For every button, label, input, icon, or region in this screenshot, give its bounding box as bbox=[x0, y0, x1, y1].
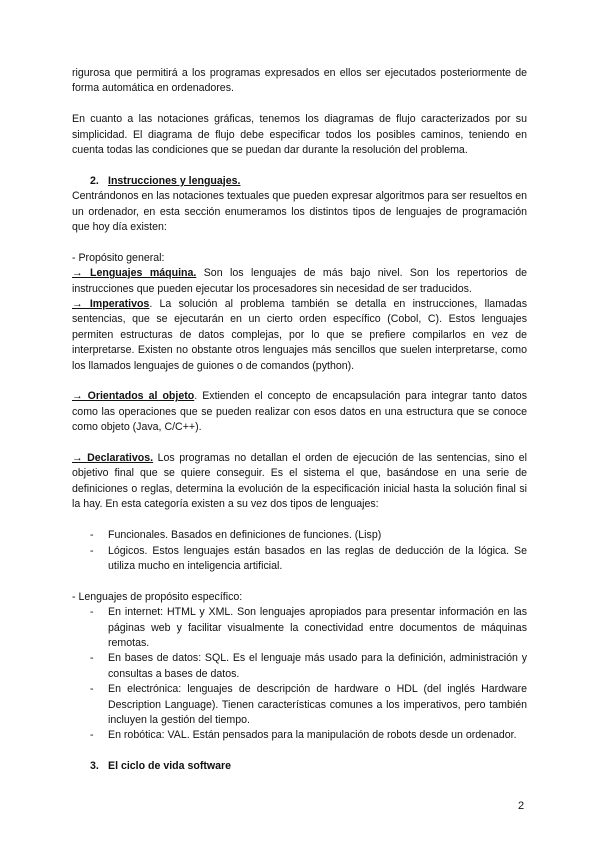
label-proposito-general: - Propósito general: bbox=[72, 251, 165, 264]
list-item-text: Lógicos. Estos lenguajes están basados en las reglas de deducción de la lógica. Se utiliza mucho en inteligencia artificial. bbox=[108, 544, 527, 572]
page-number: 2 bbox=[518, 800, 525, 812]
list-item-text: En electrónica: lenguajes de descripción de hardware o HDL (del inglés Hardware Description Language). Tienen características comunes a los imperativos, pero también incluyen la gestión del tiempo. bbox=[108, 683, 527, 726]
lead-declarativos: → Declarativos. bbox=[72, 452, 154, 465]
lead-imperativos: → Imperativos bbox=[72, 298, 150, 311]
section-heading-2 bbox=[90, 174, 527, 189]
text-lenguajes-maquina: Son los lenguajes de más bajo nivel. Son los repertorios de instrucciones que pueden ejecutar los procesadores sin necesidad de ser traducidos. bbox=[72, 267, 527, 295]
list-especifico bbox=[72, 605, 527, 744]
section-heading-3 bbox=[90, 759, 527, 774]
paragraph-notaciones-graficas: En cuanto a las notaciones gráficas, tenemos los diagramas de flujo caracterizados por su simplicidad. El diagrama de flujo debe especificar todos los posibles caminos, teniendo en cuenta todas las condiciones que se puedan dar durante la resolución del problema. bbox=[72, 113, 527, 157]
list-dash: - bbox=[90, 652, 94, 665]
text-orientados-objeto: . Extienden el concepto de encapsulación para integrar tanto datos como las operaciones que se pueden realizar con esos datos en una estructura que se conoce como objeto (Java, C/C++). bbox=[72, 390, 527, 434]
list-item-text: En internet: HTML y XML. Son lenguajes apropiados para presentar información en las páginas web y facilitar visualmente la conectividad entre documentos de máquinas remotas. bbox=[108, 606, 527, 649]
section-title: El ciclo de vida software bbox=[108, 760, 232, 773]
section-number: 2. bbox=[90, 174, 99, 187]
list-item bbox=[72, 651, 527, 682]
text-imperativos: . La solución al problema también se detalla en instrucciones, llamadas sentencias, que se ejecutarán en un cierto orden específico (Cobol, C). Estos lenguajes permiten estructuras de datos complejas, por lo que se prefiere compilarlos en vez de interpretarse. Existen no obstante otros lenguajes más sencillos que suelen interpretarse, como los llamados lenguajes de guiones o de comandos (python). bbox=[72, 298, 527, 372]
list-item bbox=[72, 682, 527, 728]
list-item bbox=[72, 605, 527, 651]
list-item-text: En bases de datos: SQL. Es el lenguaje más usado para la definición, administración y consultas a bases de datos. bbox=[108, 652, 527, 680]
paragraph-imperativos bbox=[72, 297, 527, 374]
list-item bbox=[72, 528, 527, 543]
list-item-text: En robótica: VAL. Están pensados para la manipulación de robots desde un ordenador. bbox=[108, 729, 517, 742]
paragraph-orientados-objeto bbox=[72, 389, 527, 435]
lead-orientados-objeto: → Orientados al objeto bbox=[72, 390, 195, 403]
paragraph-notaciones-textuales: Centrándonos en las notaciones textuales que pueden expresar algoritmos para ser resueltos en un ordenador, en esta sección enumeramos los distintos tipos de lenguajes de programación que hoy día existen: bbox=[72, 190, 527, 234]
list-dash: - bbox=[90, 606, 94, 619]
text-declarativos: Los programas no detallan el orden de ejecución de las sentencias, sino el objetivo final que se quiere conseguir. Es el sistema el que, basándose en una serie de definiciones o reglas, determina la evolución de la especificación inicial hasta la solución final si la hay. En esta categoría existen a su vez dos tipos de lenguajes: bbox=[72, 452, 527, 511]
lead-lenguajes-maquina: → Lenguajes máquina. bbox=[72, 267, 197, 280]
document-page bbox=[72, 66, 527, 775]
list-dash: - bbox=[90, 729, 94, 742]
list-item bbox=[72, 544, 527, 575]
paragraph-declarativos bbox=[72, 451, 527, 513]
section-title: Instrucciones y lenguajes. bbox=[108, 174, 241, 187]
paragraph-intro: rigurosa que permitirá a los programas expresados en ellos ser ejecutados posteriormente de forma automática en ordenadores. bbox=[72, 67, 527, 95]
list-item-text: Funcionales. Basados en definiciones de funciones. (Lisp) bbox=[108, 529, 382, 542]
list-item bbox=[72, 728, 527, 743]
list-dash: - bbox=[90, 529, 94, 542]
list-dash: - bbox=[90, 683, 94, 696]
list-dash: - bbox=[90, 544, 94, 557]
list-declarativos bbox=[72, 528, 527, 574]
label-proposito-especifico: - Lenguajes de propósito específico: bbox=[72, 590, 243, 603]
paragraph-lenguajes-maquina bbox=[72, 266, 527, 297]
section-number: 3. bbox=[90, 760, 99, 773]
